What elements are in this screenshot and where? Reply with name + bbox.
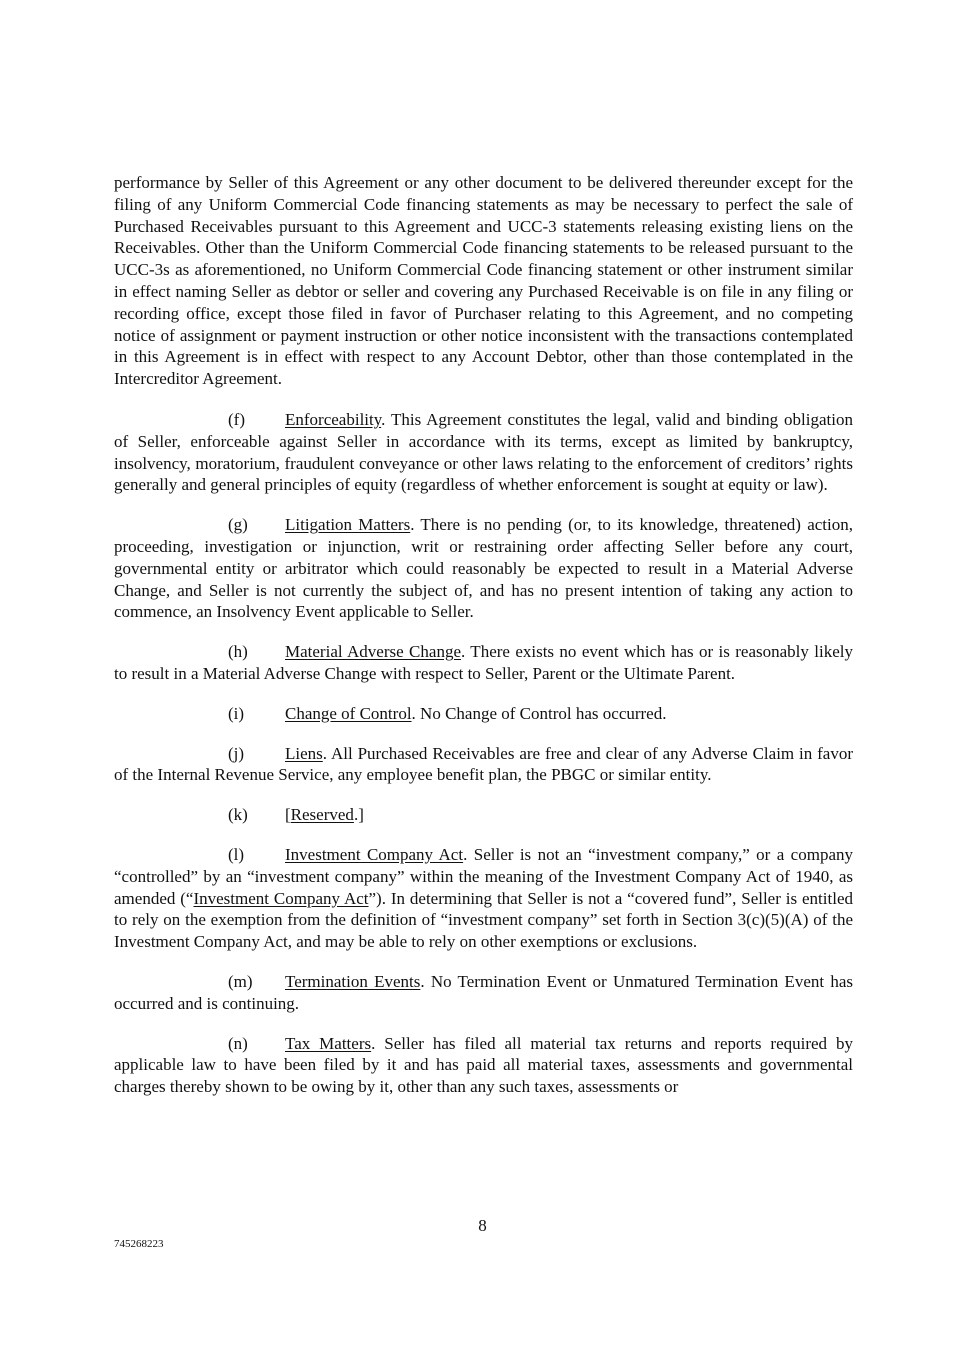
section-h xyxy=(114,641,853,685)
section-j xyxy=(114,743,853,787)
section-number: (m) xyxy=(228,971,253,991)
page-number: 8 xyxy=(478,1216,487,1235)
section-k xyxy=(114,804,853,826)
section-text: . There exists no event which has or is reasonably likely to result in a Material Adverse Change with respect to Seller, Parent or the Ultimate Parent. xyxy=(114,642,853,683)
section-text: . Seller has filed all material tax returns and reports required by applicable law to have been filed by it and has paid all material taxes, assessments and governmental charges thereby shown to be owing by it, other than any such taxes, assessments or xyxy=(114,1033,853,1097)
section-number: (h) xyxy=(228,642,248,662)
section-title: Liens xyxy=(285,743,323,763)
section-text: . No Change of Control has occurred. xyxy=(411,703,667,723)
section-title: Litigation Matters xyxy=(285,515,411,535)
document-body xyxy=(114,172,853,1116)
section-l xyxy=(114,844,853,953)
section-title: Enforceability xyxy=(285,409,382,429)
section-number: (k) xyxy=(228,805,248,825)
section-title: Tax Matters xyxy=(285,1033,372,1053)
section-g xyxy=(114,514,853,623)
section-number: (i) xyxy=(228,703,245,723)
section-m xyxy=(114,971,853,1015)
section-number: (g) xyxy=(228,515,248,535)
section-number: (f) xyxy=(228,409,245,429)
section-text-continued: ”). In determining that Seller is not a “covered fund”, Seller is entitled to rely on the exemption from the definition of “investment company” set forth in Section 3(c)(5)(A) of the Investment Company Act, and may be able to rely on other exemptions or exclusions. xyxy=(114,888,853,952)
section-title: Change of Control xyxy=(285,703,412,723)
section-number: (n) xyxy=(228,1033,248,1053)
defined-term: Investment Company Act xyxy=(193,888,369,908)
section-n xyxy=(114,1033,853,1098)
section-title: Material Adverse Change xyxy=(285,642,461,662)
section-f xyxy=(114,409,853,496)
section-text: . This Agreement constitutes the legal, valid and binding obligation of Seller, enforceable against Seller in accordance with its terms, except as limited by bankruptcy, insolvency, moratorium, fraudulent conveyance or other laws relating to the enforcement of creditors’ rights generally and general principles of equity (regardless of whether enforcement is sought at equity or law). xyxy=(114,409,853,495)
section-title: Investment Company Act xyxy=(285,844,464,864)
section-text: . No Termination Event or Unmatured Termination Event has occurred and is continuing. xyxy=(114,971,853,1013)
section-number: (j) xyxy=(228,743,245,763)
section-title: Reserved xyxy=(290,805,354,825)
section-title: Termination Events xyxy=(285,971,421,991)
section-text: . There is no pending (or, to its knowledge, threatened) action, proceeding, investigation or injunction, writ or restraining order affecting Seller before any court, governmental entity or arbitrator which could reasonably be expected to result in a Material Adverse Change, and Seller is not currently the subject of, and has no present intention of taking any action to commence, an Insolvency Event applicable to Seller. xyxy=(114,515,853,622)
section-text: .] xyxy=(353,805,364,825)
intro-paragraph: performance by Seller of this Agreement or any other document to be delivered thereunder except for the filing of any Uniform Commercial Code financing statements as may be necessary to perfect the sale of Purchased Receivables pursuant to this Agreement and UCC-3 statements releasing existing liens on the Receivables. Other than the Uniform Commercial Code financing statements to be released pursuant to the UCC-3s as aforementioned, no Uniform Commercial Code financing statement or other instrument similar in effect naming Seller as debtor or seller and covering any Purchased Receivable is on file in any filing or recording office, except those filed in favor of Purchaser relating to this Agreement, and no competing notice of assignment or payment instruction or other notice inconsistent with the transactions contemplated in this Agreement is in effect with respect to any Account Debtor, other than those contemplated in the Intercreditor Agreement. xyxy=(114,173,853,389)
section-prefix: [ xyxy=(285,805,291,825)
document-id: 745268223 xyxy=(114,1238,164,1250)
section-text: . Seller is not an “investment company,” or a company “controlled” by an “investment company” within the meaning of the Investment Company Act of 1940, as amended (“ xyxy=(114,844,853,908)
section-i xyxy=(114,703,853,725)
section-number: (l) xyxy=(228,844,245,864)
section-text: . All Purchased Receivables are free and clear of any Adverse Claim in favor of the Internal Revenue Service, any employee benefit plan, the PBGC or similar entity. xyxy=(114,743,853,785)
